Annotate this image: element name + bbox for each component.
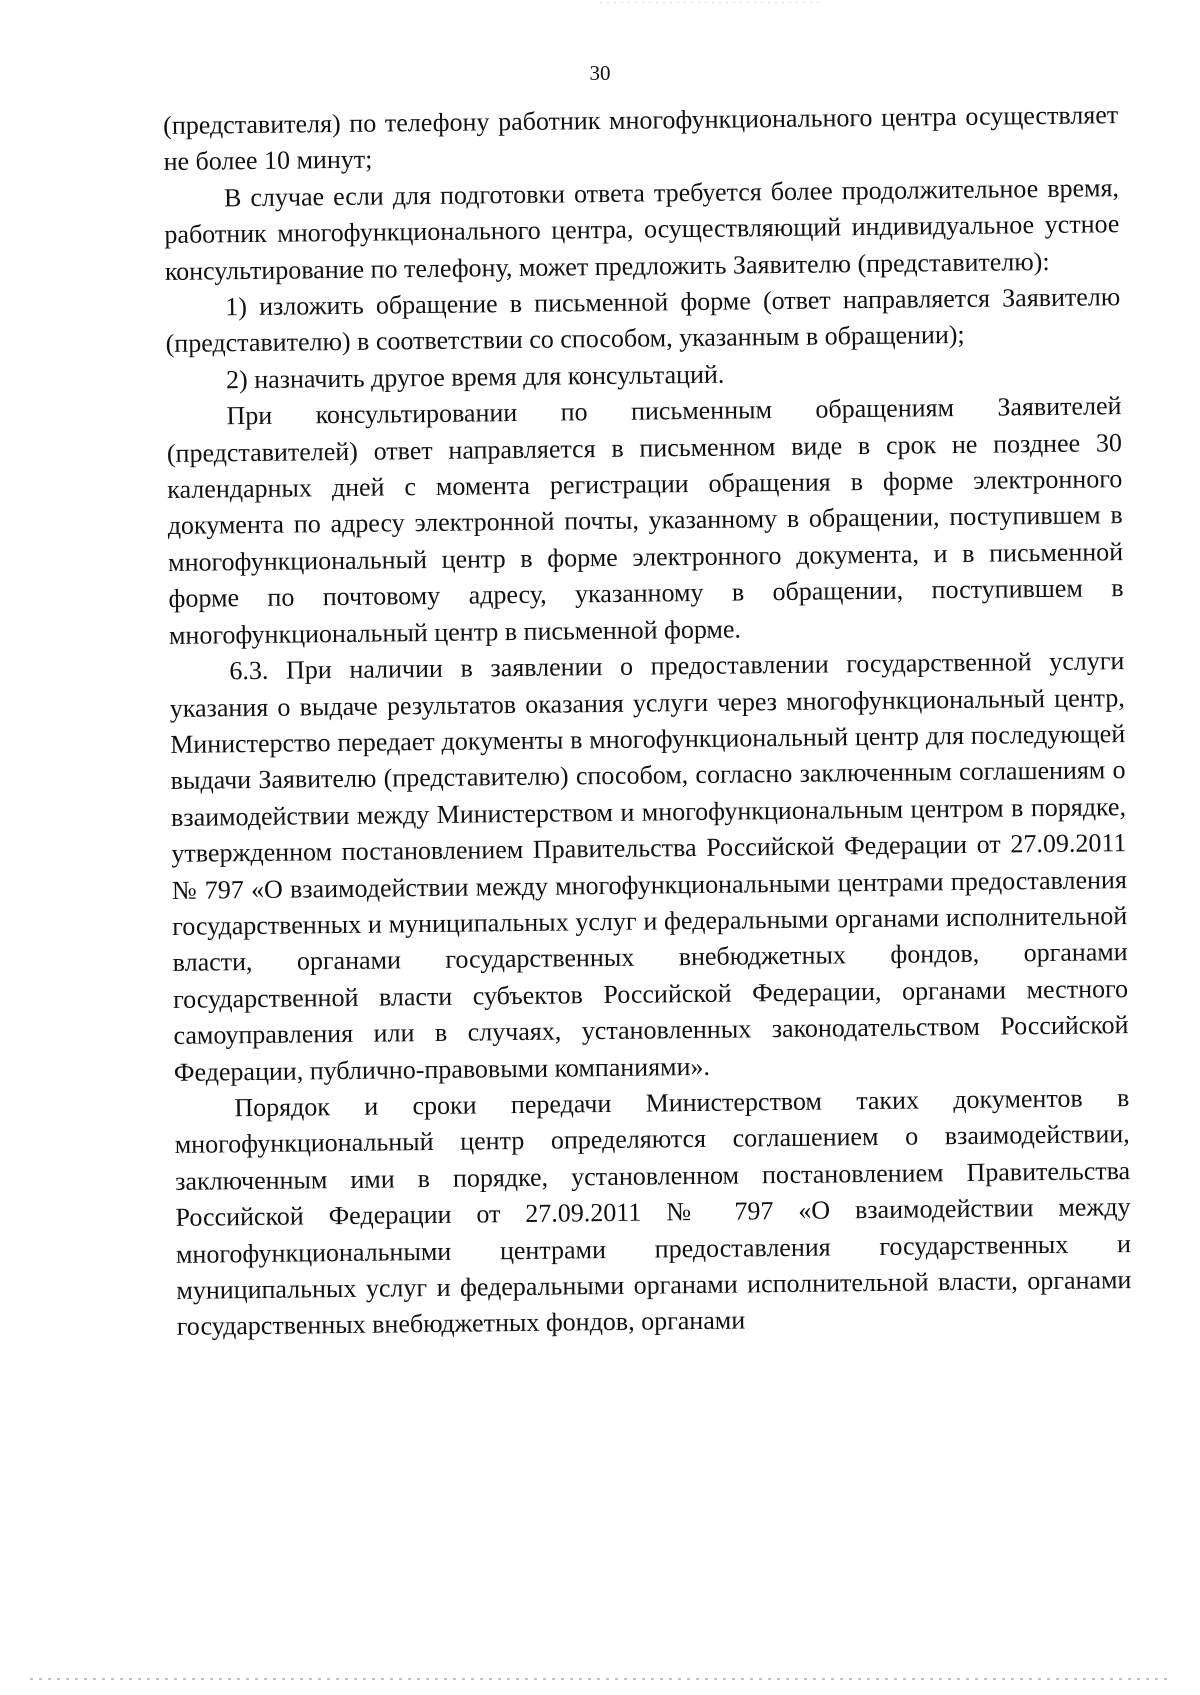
paragraph-written-requests: При консультировании по письменным обращениям Заявителей (представителей) ответ направляется в письменном виде в срок не позднее 30 календарных дней с момента регистрации обращения в форме электронного документа по адресу электронной почты, указанному в обращении, поступившем в многофункциональный центр в форме электронного документа, и в письменной форме по почтовому адресу, указанному в обращении, поступившем в многофункциональный центр в письменной форме. [166,391,1124,650]
document-body [163,97,1132,1346]
paragraph-transfer-procedure: Порядок и сроки передачи Министерством таких документов в многофункциональный центр определяются соглашением о взаимодействии, заключенным ими в порядке, установленном постановлением Правительства Российской Федерации от 27.09.2011 № 797 «О взаимодействии между многофункциональными центрами предоставления государственных и муниципальных услуг и федеральными органами исполнительной власти, органами государственных внебюджетных фондов, органами [174,1083,1132,1342]
list-item-written-form: 1) изложить обращение в письменной форме (ответ направляется Заявителю (представителю) в соответствии со способом, указанным в обращении); [165,282,1121,359]
paragraph-section-6-3: 6.3. При наличии в заявлении о предоставлении государственной услуги указания о выдаче результатов оказания услуги через многофункциональный центр, Министерство передает документы в многофункциональный центр для последующей выдачи Заявителю (представителю) способом, согласно заключенным соглашениям о взаимодействии между Министерством и многофункциональным центром в порядке, утвержденном постановлением Правительства Российской Федерации от 27.09.2011 № 797 «О взаимодействии между многофункциональными центрами предоставления государственных и муниципальных услуг и федеральными органами исполнительной власти, органами государственных внебюджетных фондов, органами государственной власти субъектов Российской Федерации, органами местного самоуправления или в случаях, установленных законодательством Российской Федерации, публично-правовыми компаниями». [169,646,1129,1087]
list-item-other-time: 2) назначить другое время для консультаций. [225,359,725,395]
scan-edge-top [600,2,820,3]
paragraph-phone-consultation-duration: (представителя) по телефону работник многофункционального центра осуществляет не более 10 минут; [163,100,1119,177]
scan-edge-bottom [30,1678,1170,1680]
page-number: 30 [589,61,611,85]
paragraph-longer-preparation: В случае если для подготовки ответа требуется более продолжительное время, работник многофункционального центра, осуществляющий индивидуальное устное консультирование по телефону, может предложить Заявителю (представителю): [164,172,1120,286]
